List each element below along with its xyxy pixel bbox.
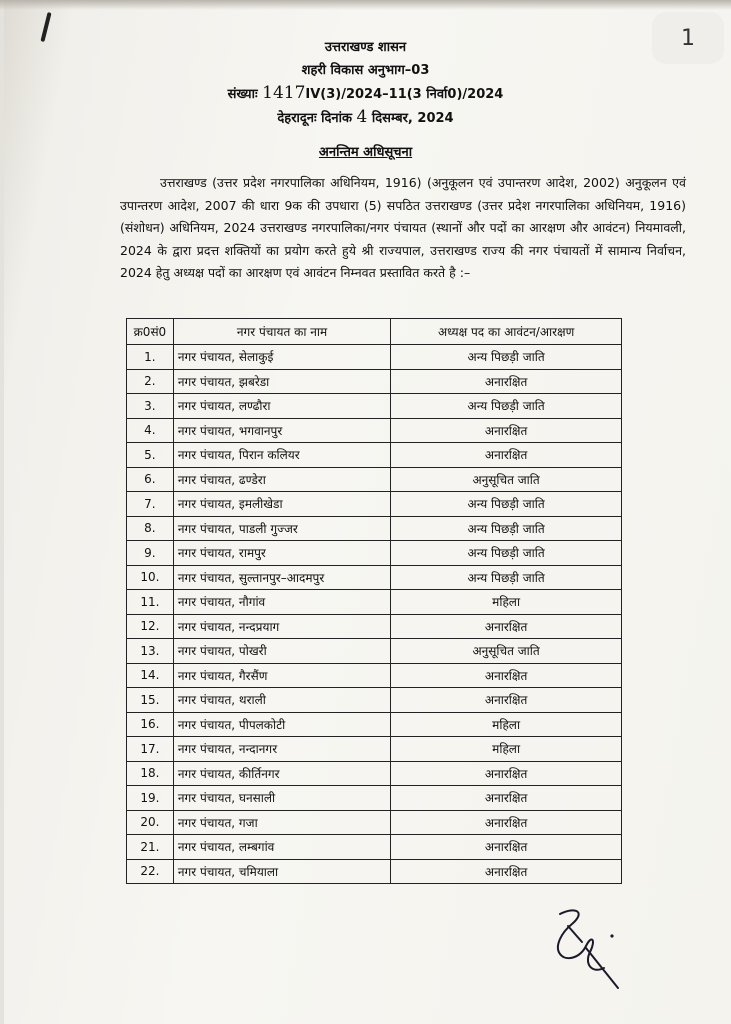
serial-cell: 13. <box>127 639 174 664</box>
serial-cell: 8. <box>127 516 174 541</box>
panchayat-name-cell: नगर पंचायत, नौगांव <box>173 590 390 615</box>
allocation-cell: महिला <box>391 737 622 762</box>
header-reference <box>0 83 731 103</box>
allocation-cell: अनुसूचित जाति <box>391 467 622 492</box>
allocation-cell: अन्य पिछड़ी जाति <box>391 565 622 590</box>
serial-cell: 18. <box>127 761 174 786</box>
allocation-cell: अनारक्षित <box>391 786 622 811</box>
allocation-cell: अन्य पिछड़ी जाति <box>391 345 622 370</box>
panchayat-name-cell: नगर पंचायत, नन्दप्रयाग <box>173 614 390 639</box>
serial-cell: 1. <box>127 345 174 370</box>
serial-cell: 20. <box>127 810 174 835</box>
panchayat-name-cell: नगर पंचायत, पाडली गुज्जर <box>173 516 390 541</box>
table-row <box>127 737 622 762</box>
panchayat-name-cell: नगर पंचायत, भगवानपुर <box>173 418 390 443</box>
table-row <box>127 712 622 737</box>
serial-cell: 14. <box>127 663 174 688</box>
table-body <box>127 345 622 884</box>
table-row <box>127 492 622 517</box>
panchayat-name-cell: नगर पंचायत, गैरसैंण <box>173 663 390 688</box>
reference-prefix: संख्याः <box>227 87 258 102</box>
header-government: उत्तराखण्ड शासन <box>324 40 407 55</box>
table-row <box>127 590 622 615</box>
serial-cell: 9. <box>127 541 174 566</box>
panchayat-name-cell: नगर पंचायत, रामपुर <box>173 541 390 566</box>
table-row <box>127 810 622 835</box>
signature <box>546 902 636 994</box>
allocation-cell: महिला <box>391 590 622 615</box>
notification-title-text: अनन्तिम अधिसूचना <box>318 145 413 160</box>
reference-handwritten: 1417 <box>262 83 306 103</box>
allocation-cell: अनारक्षित <box>391 418 622 443</box>
page-number: 1 <box>681 25 695 51</box>
allocation-cell: अनारक्षित <box>391 443 622 468</box>
table-row <box>127 467 622 492</box>
header-panchayat-name: नगर पंचायत का नाम <box>173 319 390 345</box>
allocation-cell: अनुसूचित जाति <box>391 639 622 664</box>
panchayat-name-cell: नगर पंचायत, झबरेडा <box>173 369 390 394</box>
panchayat-name-cell: नगर पंचायत, चमियाला <box>173 859 390 884</box>
date-prefix: देहरादूनः दिनांक <box>277 111 353 126</box>
allocation-cell: महिला <box>391 712 622 737</box>
header-date <box>0 107 731 127</box>
panchayat-name-cell: नगर पंचायत, नन्दानगर <box>173 737 390 762</box>
table-row <box>127 688 622 713</box>
date-suffix: दिसम्बर, 2024 <box>371 111 454 126</box>
serial-cell: 5. <box>127 443 174 468</box>
serial-cell: 11. <box>127 590 174 615</box>
serial-cell: 17. <box>127 737 174 762</box>
date-handwritten: 4 <box>356 107 368 127</box>
table-row <box>127 639 622 664</box>
serial-cell: 6. <box>127 467 174 492</box>
serial-cell: 12. <box>127 614 174 639</box>
table-row <box>127 663 622 688</box>
notification-body-paragraph: उत्तराखण्ड (उत्तर प्रदेश नगरपालिका अधिनियम, 1916) (अनुकूलन एवं उपान्तरण आदेश, 2002) अनुकूलन एवं उपान्तरण आदेश, 2007 की धारा 9क की उपधारा (5) सपठित उत्तराखण्ड (उत्तर प्रदेश नगरपालिका अधिनियम, 1916) (संशोधन) अधिनियम, 2024 उत्तराखण्ड नगरपालिका/नगर पंचायत (स्थानों और पदों का आरक्षण और आवंटन) नियमावली, 2024 के द्वारा प्रदत्त शक्तियों का प्रयोग करते हुये श्री राज्यपाल, उत्तराखण्ड राज्य की नगर पंचायतों में सामान्य निर्वाचन, 2024 हेतु अध्यक्ष पदों का आरक्षण एवं आवंटन निम्नवत प्रस्तावित करते है :– <box>120 175 686 280</box>
allocation-cell: अन्य पिछड़ी जाति <box>391 541 622 566</box>
table-row <box>127 761 622 786</box>
allocation-cell: अनारक्षित <box>391 810 622 835</box>
serial-cell: 19. <box>127 786 174 811</box>
panchayat-name-cell: नगर पंचायत, इमलीखेडा <box>173 492 390 517</box>
serial-cell: 3. <box>127 394 174 419</box>
serial-cell: 16. <box>127 712 174 737</box>
serial-cell: 21. <box>127 835 174 860</box>
allocation-cell: अन्य पिछड़ी जाति <box>391 394 622 419</box>
allocation-cell: अन्य पिछड़ी जाति <box>391 516 622 541</box>
table-row <box>127 786 622 811</box>
page-top-shadow <box>0 0 731 10</box>
serial-cell: 4. <box>127 418 174 443</box>
serial-cell: 7. <box>127 492 174 517</box>
panchayat-name-cell: नगर पंचायत, गजा <box>173 810 390 835</box>
table-row <box>127 541 622 566</box>
allocation-table <box>126 318 622 884</box>
panchayat-name-cell: नगर पंचायत, लम्बगांव <box>173 835 390 860</box>
notification-body <box>120 172 686 285</box>
serial-cell: 2. <box>127 369 174 394</box>
table-row <box>127 369 622 394</box>
panchayat-name-cell: नगर पंचायत, सुल्तानपुर–आदमपुर <box>173 565 390 590</box>
table-header-row <box>127 319 622 345</box>
allocation-cell: अनारक्षित <box>391 859 622 884</box>
allocation-cell: अनारक्षित <box>391 761 622 786</box>
panchayat-name-cell: नगर पंचायत, ढण्डेरा <box>173 467 390 492</box>
allocation-cell: अन्य पिछड़ी जाति <box>391 492 622 517</box>
serial-cell: 15. <box>127 688 174 713</box>
panchayat-name-cell: नगर पंचायत, पोखरी <box>173 639 390 664</box>
table-row <box>127 565 622 590</box>
panchayat-name-cell: नगर पंचायत, लण्ढौरा <box>173 394 390 419</box>
allocation-cell: अनारक्षित <box>391 614 622 639</box>
table-row <box>127 443 622 468</box>
allocation-cell: अनारक्षित <box>391 835 622 860</box>
panchayat-name-cell: नगर पंचायत, पिरान कलियर <box>173 443 390 468</box>
panchayat-name-cell: नगर पंचायत, थराली <box>173 688 390 713</box>
table-row <box>127 418 622 443</box>
table-row <box>127 394 622 419</box>
table-row <box>127 614 622 639</box>
panchayat-name-cell: नगर पंचायत, कीर्तिनगर <box>173 761 390 786</box>
table-row <box>127 835 622 860</box>
panchayat-name-cell: नगर पंचायत, सेलाकुई <box>173 345 390 370</box>
serial-cell: 10. <box>127 565 174 590</box>
notification-title <box>0 142 731 160</box>
allocation-cell: अनारक्षित <box>391 688 622 713</box>
table-row <box>127 859 622 884</box>
panchayat-name-cell: नगर पंचायत, पीपलकोटी <box>173 712 390 737</box>
allocation-cell: अनारक्षित <box>391 369 622 394</box>
header-serial: क्र0सं0 <box>127 319 174 345</box>
reference-suffix: IV(3)/2024–11(3 निर्वा0)/2024 <box>305 87 504 102</box>
panchayat-name-cell: नगर पंचायत, घनसाली <box>173 786 390 811</box>
header-department: शहरी विकास अनुभाग–03 <box>301 63 430 78</box>
serial-cell: 22. <box>127 859 174 884</box>
allocation-cell: अनारक्षित <box>391 663 622 688</box>
table-row <box>127 516 622 541</box>
table-row <box>127 345 622 370</box>
header-allocation: अध्यक्ष पद का आवंटन/आरक्षण <box>391 319 622 345</box>
